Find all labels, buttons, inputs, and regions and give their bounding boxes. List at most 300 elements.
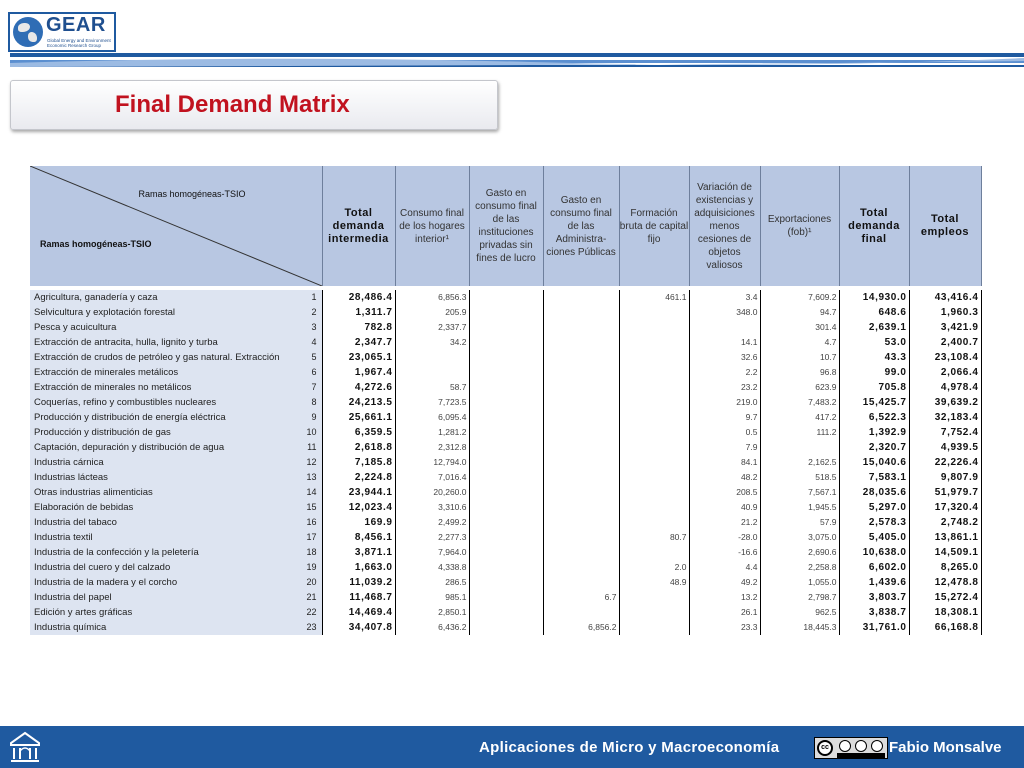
table-row: [30, 575, 981, 590]
table-row: [30, 350, 981, 365]
table-cell: 12,794.0: [395, 455, 469, 470]
table-cell: [619, 590, 689, 605]
table-cell: [760, 440, 839, 455]
table-cell: 49.2: [689, 575, 760, 590]
table-cell: 22,226.4: [909, 455, 981, 470]
table-row: [30, 530, 981, 545]
col-header: Total demanda final: [839, 166, 909, 286]
row-number: 12: [298, 455, 322, 470]
row-number: 22: [298, 605, 322, 620]
table-cell: 2,618.8: [322, 440, 395, 455]
table-cell: 286.5: [395, 575, 469, 590]
table-cell: [543, 485, 619, 500]
course-name: Aplicaciones de Micro y Macroeconomía: [479, 739, 780, 756]
table-cell: 15,272.4: [909, 590, 981, 605]
table-cell: 4.4: [689, 560, 760, 575]
table-cell: 962.5: [760, 605, 839, 620]
table-cell: -16.6: [689, 545, 760, 560]
table-cell: 21.2: [689, 515, 760, 530]
table-cell: [619, 320, 689, 335]
table-cell: 40.9: [689, 500, 760, 515]
row-number: 4: [298, 335, 322, 350]
row-label: Extracción de antracita, hulla, lignito y turba: [30, 335, 298, 350]
row-number: 1: [298, 290, 322, 305]
table-cell: 9,807.9: [909, 470, 981, 485]
row-number: 18: [298, 545, 322, 560]
table-cell: 99.0: [839, 365, 909, 380]
table-cell: [543, 335, 619, 350]
table-cell: [469, 290, 543, 305]
row-label: Agricultura, ganadería y caza: [30, 290, 298, 305]
corner-header: [30, 166, 322, 286]
table-row: [30, 470, 981, 485]
row-label: Captación, depuración y distribución de agua: [30, 440, 298, 455]
table-cell: 96.8: [760, 365, 839, 380]
table-cell: [469, 500, 543, 515]
row-label: Pesca y acuicultura: [30, 320, 298, 335]
table-cell: 24,213.5: [322, 395, 395, 410]
table-row: [30, 620, 981, 635]
table-cell: 1,439.6: [839, 575, 909, 590]
table-cell: [469, 470, 543, 485]
table-row: [30, 305, 981, 320]
table-cell: 348.0: [689, 305, 760, 320]
table-cell: 3,075.0: [760, 530, 839, 545]
table-cell: [619, 485, 689, 500]
table-cell: 7,016.4: [395, 470, 469, 485]
table-cell: 518.5: [760, 470, 839, 485]
row-number: 19: [298, 560, 322, 575]
table-cell: 1,945.5: [760, 500, 839, 515]
table-cell: 32,183.4: [909, 410, 981, 425]
table-cell: 0.5: [689, 425, 760, 440]
table-row: [30, 545, 981, 560]
table-cell: 10.7: [760, 350, 839, 365]
table-cell: 17,320.4: [909, 500, 981, 515]
table-cell: 6,602.0: [839, 560, 909, 575]
row-number: 11: [298, 440, 322, 455]
table-cell: [395, 365, 469, 380]
table-cell: [469, 380, 543, 395]
table-cell: [469, 305, 543, 320]
final-demand-table: [30, 166, 982, 635]
row-label: Producción y distribución de energía eléctrica: [30, 410, 298, 425]
table-cell: 34.2: [395, 335, 469, 350]
table-cell: 5,297.0: [839, 500, 909, 515]
row-number: 16: [298, 515, 322, 530]
table-cell: 53.0: [839, 335, 909, 350]
table-cell: [619, 395, 689, 410]
table-cell: 5,405.0: [839, 530, 909, 545]
table-cell: 6,095.4: [395, 410, 469, 425]
table-cell: 11,039.2: [322, 575, 395, 590]
table-cell: 417.2: [760, 410, 839, 425]
table-cell: 2,224.8: [322, 470, 395, 485]
table-cell: 208.5: [689, 485, 760, 500]
col-header: Total empleos: [909, 166, 981, 286]
table-cell: [619, 335, 689, 350]
table-cell: 23,108.4: [909, 350, 981, 365]
table-cell: [543, 455, 619, 470]
table-row: [30, 455, 981, 470]
table-cell: [619, 380, 689, 395]
author-name: Fabio Monsalve: [889, 739, 1002, 756]
row-number: 20: [298, 575, 322, 590]
table-cell: 2,347.7: [322, 335, 395, 350]
table-cell: 13.2: [689, 590, 760, 605]
table-cell: 111.2: [760, 425, 839, 440]
table-cell: 18,445.3: [760, 620, 839, 635]
table-cell: 623.9: [760, 380, 839, 395]
row-label: Producción y distribución de gas: [30, 425, 298, 440]
table-cell: 4.7: [760, 335, 839, 350]
table-cell: 2,690.6: [760, 545, 839, 560]
row-number: 23: [298, 620, 322, 635]
table-cell: 80.7: [619, 530, 689, 545]
table-cell: [543, 365, 619, 380]
col-header: Variación de existencias y adquisiciones menos cesiones de objetos valiosos: [689, 166, 760, 286]
table-cell: 4,939.5: [909, 440, 981, 455]
table-cell: 2,312.8: [395, 440, 469, 455]
row-number: 5: [298, 350, 322, 365]
table-cell: 94.7: [760, 305, 839, 320]
row-number: 10: [298, 425, 322, 440]
table-cell: 461.1: [619, 290, 689, 305]
table-cell: [469, 620, 543, 635]
table-cell: [619, 500, 689, 515]
table-body: [30, 290, 981, 635]
table-cell: [543, 530, 619, 545]
table-cell: 648.6: [839, 305, 909, 320]
row-label: Industria del tabaco: [30, 515, 298, 530]
table-cell: 1,960.3: [909, 305, 981, 320]
table-cell: [543, 380, 619, 395]
table-cell: 14.1: [689, 335, 760, 350]
table-cell: [543, 560, 619, 575]
table-cell: [469, 440, 543, 455]
table-cell: [469, 350, 543, 365]
col-header: Gasto en consumo final de las instituciones privadas sin fines de lucro: [469, 166, 543, 286]
table-cell: [469, 455, 543, 470]
logo-tagline: Global Energy and Environment Economic Research Group: [47, 38, 111, 48]
row-number: 17: [298, 530, 322, 545]
gear-logo: [8, 12, 116, 52]
table-cell: [619, 455, 689, 470]
table-cell: 2,499.2: [395, 515, 469, 530]
table-cell: 3,421.9: [909, 320, 981, 335]
table-cell: 15,040.6: [839, 455, 909, 470]
table-cell: 985.1: [395, 590, 469, 605]
table-cell: 25,661.1: [322, 410, 395, 425]
table-row: [30, 365, 981, 380]
table-cell: 7,583.1: [839, 470, 909, 485]
table-cell: 58.7: [395, 380, 469, 395]
corner-label-bottom: Ramas homogéneas-TSIO: [40, 239, 152, 249]
table-cell: [619, 605, 689, 620]
table-cell: 6,856.2: [543, 620, 619, 635]
table-cell: 51,979.7: [909, 485, 981, 500]
table-cell: 7,483.2: [760, 395, 839, 410]
row-number: 2: [298, 305, 322, 320]
table-row: [30, 410, 981, 425]
table-cell: [543, 575, 619, 590]
table-cell: 8,265.0: [909, 560, 981, 575]
globe-icon: [13, 17, 43, 47]
table-cell: [543, 410, 619, 425]
table-cell: [469, 590, 543, 605]
table-cell: 2,320.7: [839, 440, 909, 455]
table-cell: 23,944.1: [322, 485, 395, 500]
row-number: 14: [298, 485, 322, 500]
table-cell: 32.6: [689, 350, 760, 365]
table-cell: [543, 290, 619, 305]
table-cell: 28,486.4: [322, 290, 395, 305]
table-cell: 48.2: [689, 470, 760, 485]
table-cell: 12,023.4: [322, 500, 395, 515]
table-cell: [543, 605, 619, 620]
table-cell: [619, 350, 689, 365]
table-row: [30, 440, 981, 455]
row-label: Industria textil: [30, 530, 298, 545]
table-cell: 7.9: [689, 440, 760, 455]
row-number: 8: [298, 395, 322, 410]
table-cell: 2,258.8: [760, 560, 839, 575]
table-cell: 2,337.7: [395, 320, 469, 335]
table-cell: -28.0: [689, 530, 760, 545]
table-cell: 84.1: [689, 455, 760, 470]
table-cell: 4,272.6: [322, 380, 395, 395]
table-cell: [543, 500, 619, 515]
table-cell: 205.9: [395, 305, 469, 320]
table-row: [30, 290, 981, 305]
corner-label-top: Ramas homogéneas-TSIO: [138, 189, 246, 199]
table-cell: [619, 365, 689, 380]
logo-name: GEAR: [46, 14, 106, 36]
table-cell: [469, 395, 543, 410]
table-cell: [543, 320, 619, 335]
table-cell: [619, 410, 689, 425]
table-cell: 705.8: [839, 380, 909, 395]
table-cell: 301.4: [760, 320, 839, 335]
table-cell: [469, 560, 543, 575]
table-cell: [469, 335, 543, 350]
table-cell: 34,407.8: [322, 620, 395, 635]
table-cell: [543, 425, 619, 440]
table-cell: [543, 440, 619, 455]
table-cell: [469, 320, 543, 335]
table-row: [30, 485, 981, 500]
table-cell: 3,871.1: [322, 545, 395, 560]
table-cell: 782.8: [322, 320, 395, 335]
table-cell: 3,803.7: [839, 590, 909, 605]
table-cell: [543, 350, 619, 365]
row-label: Industria química: [30, 620, 298, 635]
table-cell: 23,065.1: [322, 350, 395, 365]
table-cell: 43,416.4: [909, 290, 981, 305]
table-cell: 2,850.1: [395, 605, 469, 620]
table-row: [30, 380, 981, 395]
row-label: Selvicultura y explotación forestal: [30, 305, 298, 320]
table-cell: [543, 545, 619, 560]
table-cell: 6,856.3: [395, 290, 469, 305]
university-emblem-icon: [8, 731, 42, 763]
table-cell: 9.7: [689, 410, 760, 425]
table-cell: 3.4: [689, 290, 760, 305]
row-number: 3: [298, 320, 322, 335]
row-number: 9: [298, 410, 322, 425]
table-cell: 1,055.0: [760, 575, 839, 590]
col-header: Formación bruta de capital fijo: [619, 166, 689, 286]
row-label: Industria de la madera y el corcho: [30, 575, 298, 590]
table-cell: [469, 485, 543, 500]
table-cell: 6,359.5: [322, 425, 395, 440]
table-row: [30, 560, 981, 575]
table-cell: 7,609.2: [760, 290, 839, 305]
table-cell: 1,663.0: [322, 560, 395, 575]
table-row: [30, 425, 981, 440]
col-header: Total demanda intermedia: [322, 166, 395, 286]
row-number: 7: [298, 380, 322, 395]
table-cell: 23.2: [689, 380, 760, 395]
row-number: 21: [298, 590, 322, 605]
row-label: Extracción de minerales no metálicos: [30, 380, 298, 395]
table-cell: 7,723.5: [395, 395, 469, 410]
table-cell: 20,260.0: [395, 485, 469, 500]
table-row: [30, 605, 981, 620]
row-label: Elaboración de bebidas: [30, 500, 298, 515]
table-cell: [395, 350, 469, 365]
table-cell: 219.0: [689, 395, 760, 410]
header-stripes: [10, 49, 1024, 71]
table-cell: 14,469.4: [322, 605, 395, 620]
row-label: Industria cárnica: [30, 455, 298, 470]
table-row: [30, 320, 981, 335]
table-cell: 4,338.8: [395, 560, 469, 575]
table-cell: [469, 575, 543, 590]
table-cell: 11,468.7: [322, 590, 395, 605]
row-label: Otras industrias alimenticias: [30, 485, 298, 500]
row-label: Edición y artes gráficas: [30, 605, 298, 620]
table-row: [30, 515, 981, 530]
table-cell: [469, 515, 543, 530]
row-label: Industria del papel: [30, 590, 298, 605]
table-cell: [543, 515, 619, 530]
table-cell: 15,425.7: [839, 395, 909, 410]
table-cell: 2,066.4: [909, 365, 981, 380]
row-label: Extracción de crudos de petróleo y gas natural. Extracción: [30, 350, 298, 365]
table-cell: 2,639.1: [839, 320, 909, 335]
table-cell: 2.0: [619, 560, 689, 575]
row-number: 6: [298, 365, 322, 380]
table-cell: 28,035.6: [839, 485, 909, 500]
row-label: Industrias lácteas: [30, 470, 298, 485]
row-label: Industria de la confección y la peletería: [30, 545, 298, 560]
row-number: 13: [298, 470, 322, 485]
col-header: Exportaciones (fob)¹: [760, 166, 839, 286]
table-cell: [543, 305, 619, 320]
table-cell: 1,967.4: [322, 365, 395, 380]
table-cell: 2,162.5: [760, 455, 839, 470]
table-cell: 7,567.1: [760, 485, 839, 500]
table-cell: [689, 320, 760, 335]
table-cell: [469, 365, 543, 380]
table-cell: 2,748.2: [909, 515, 981, 530]
table-cell: 3,310.6: [395, 500, 469, 515]
table-cell: [469, 530, 543, 545]
row-label: Extracción de minerales metálicos: [30, 365, 298, 380]
table-cell: 18,308.1: [909, 605, 981, 620]
table-cell: 57.9: [760, 515, 839, 530]
col-header: Consumo final de los hogares interior¹: [395, 166, 469, 286]
table-cell: 10,638.0: [839, 545, 909, 560]
table-cell: 13,861.1: [909, 530, 981, 545]
table-cell: 43.3: [839, 350, 909, 365]
table-cell: 14,509.1: [909, 545, 981, 560]
table-cell: [469, 410, 543, 425]
table-cell: [469, 605, 543, 620]
table-header-row: [30, 166, 981, 286]
table-cell: 2,798.7: [760, 590, 839, 605]
table-cell: [619, 440, 689, 455]
table-cell: [619, 545, 689, 560]
col-header: Gasto en consumo final de las Administra-ciones Públicas: [543, 166, 619, 286]
table-row: [30, 395, 981, 410]
table-cell: 1,281.2: [395, 425, 469, 440]
table-cell: 2,400.7: [909, 335, 981, 350]
table-cell: 7,185.8: [322, 455, 395, 470]
creative-commons-icon: cc: [814, 737, 888, 759]
table-cell: 26.1: [689, 605, 760, 620]
row-label: Industria del cuero y del calzado: [30, 560, 298, 575]
table-cell: 66,168.8: [909, 620, 981, 635]
table-cell: 6,436.2: [395, 620, 469, 635]
table-cell: 4,978.4: [909, 380, 981, 395]
table-cell: 2,277.3: [395, 530, 469, 545]
table-cell: 12,478.8: [909, 575, 981, 590]
table-cell: 7,752.4: [909, 425, 981, 440]
table-cell: 48.9: [619, 575, 689, 590]
table-cell: [543, 395, 619, 410]
title-box: [10, 80, 498, 130]
table-cell: 3,838.7: [839, 605, 909, 620]
table-cell: 14,930.0: [839, 290, 909, 305]
table-cell: [619, 620, 689, 635]
row-number: 15: [298, 500, 322, 515]
footer-bar: [0, 726, 1024, 768]
table-cell: 2.2: [689, 365, 760, 380]
table-cell: 7,964.0: [395, 545, 469, 560]
table-cell: [619, 425, 689, 440]
table-row: [30, 335, 981, 350]
table-cell: 169.9: [322, 515, 395, 530]
row-label: Coquerías, refino y combustibles nucleares: [30, 395, 298, 410]
table-cell: 39,639.2: [909, 395, 981, 410]
table-row: [30, 500, 981, 515]
table-row: [30, 590, 981, 605]
table-cell: 1,392.9: [839, 425, 909, 440]
table-cell: 2,578.3: [839, 515, 909, 530]
table-cell: 6,522.3: [839, 410, 909, 425]
table-cell: 6.7: [543, 590, 619, 605]
table-cell: [619, 515, 689, 530]
table-cell: [619, 305, 689, 320]
table-cell: 8,456.1: [322, 530, 395, 545]
table-cell: 23.3: [689, 620, 760, 635]
table-cell: [619, 470, 689, 485]
table-cell: 1,311.7: [322, 305, 395, 320]
page-title: Final Demand Matrix: [115, 91, 350, 118]
corner-diagonal: [30, 166, 322, 286]
